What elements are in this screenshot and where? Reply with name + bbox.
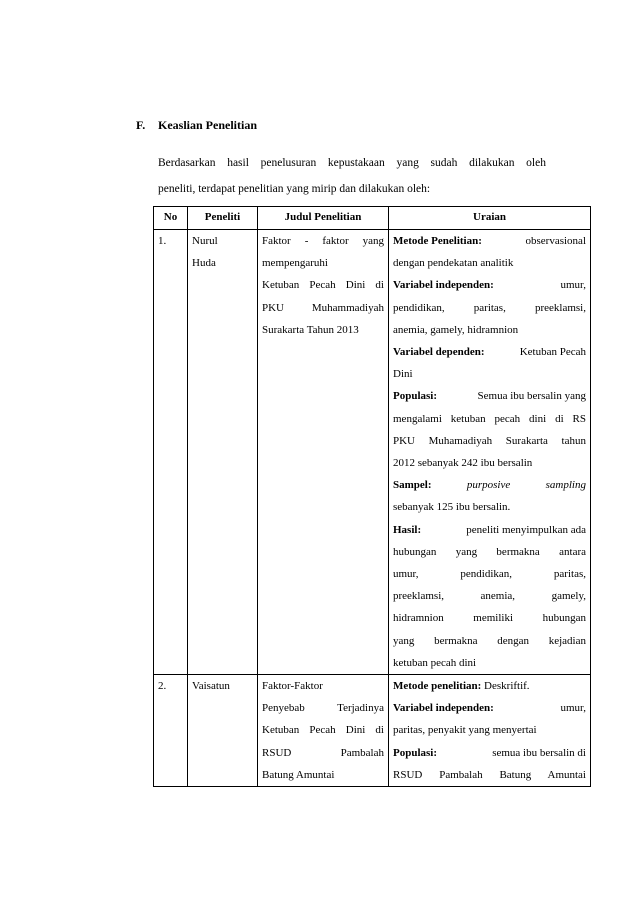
vardep-line: Variabel dependen: Ketuban Pecah	[393, 346, 586, 359]
table-header-row	[154, 207, 591, 230]
header-no: No	[154, 207, 188, 230]
hasil-line: Hasil: peneliti menyimpulkan ada	[393, 523, 586, 536]
cell-no: 2.	[154, 675, 188, 787]
header-peneliti: Peneliti	[188, 207, 258, 230]
cell-judul: Faktor - faktor yang mempengaruhi Ketuban Pecah Dini di PKU Muhammadiyah Surakarta Tahun 2013	[258, 230, 389, 675]
research-table	[153, 206, 591, 787]
cell-uraian: Metode Penelitian: observasional dengan pendekatan analitik Variabel independen: umur, pendidikan, paritas, preeklamsi, anemia, gamely, hidramnion Variabel dependen: Ketuban Pecah Dini Populasi: Semua ibu bersalin yang mengalami ketuban pecah dini di RS PKU Muhamadiyah Surakarta tahun 2012 sebanyak 242 ibu bersalin Sampel: purposive sampling sebanyak 125 ibu bersalin. Hasil: peneliti menyimpulkan ada hubungan yang bermakna antara umur, pendidikan, paritas, preeklamsi, anemia, gamely, hidramnion memiliki hubungan yang bermakna dengan kejadian ketuban pecah dini	[389, 230, 591, 675]
header-uraian: Uraian	[389, 207, 591, 230]
section-title: Keaslian Penelitian	[158, 118, 257, 132]
metode-line: Metode penelitian: Deskriftif.	[393, 680, 530, 693]
header-judul: Judul Penelitian	[258, 207, 389, 230]
section-heading	[136, 118, 257, 133]
intro-line-2: peneliti, terdapat penelitian yang mirip dan dilakukan oleh:	[158, 183, 431, 195]
cell-uraian: Metode penelitian: Deskriftif. Variabel independen: umur, paritas, penyakit yang menyertai Populasi: semua ibu bersalin di RSUD Pambalah Batung Amuntai	[389, 675, 591, 787]
cell-judul: Faktor-Faktor Penyebab Terjadinya Ketuban Pecah Dini di RSUD Pambalah Batung Amuntai	[258, 675, 389, 787]
table-row	[154, 675, 591, 787]
intro-line-1: Berdasarkan hasil penelusuran kepustakaan yang sudah dilakukan oleh	[158, 157, 546, 169]
cell-peneliti: Vaisatun	[188, 675, 258, 787]
cell-no: 1.	[154, 230, 188, 675]
section-letter: F.	[136, 118, 146, 132]
varind-line: Variabel independen: umur,	[393, 279, 586, 292]
table-row	[154, 230, 591, 675]
varind-line: Variabel independen: umur,	[393, 702, 586, 715]
populasi-line: Populasi: semua ibu bersalin di	[393, 746, 586, 759]
cell-peneliti: Nurul Huda	[188, 230, 258, 675]
intro-paragraph	[158, 150, 546, 202]
sampel-line: Sampel: purposive sampling	[393, 479, 586, 492]
metode-line: Metode Penelitian: observasional	[393, 235, 586, 247]
populasi-line: Populasi: Semua ibu bersalin yang	[393, 390, 586, 403]
